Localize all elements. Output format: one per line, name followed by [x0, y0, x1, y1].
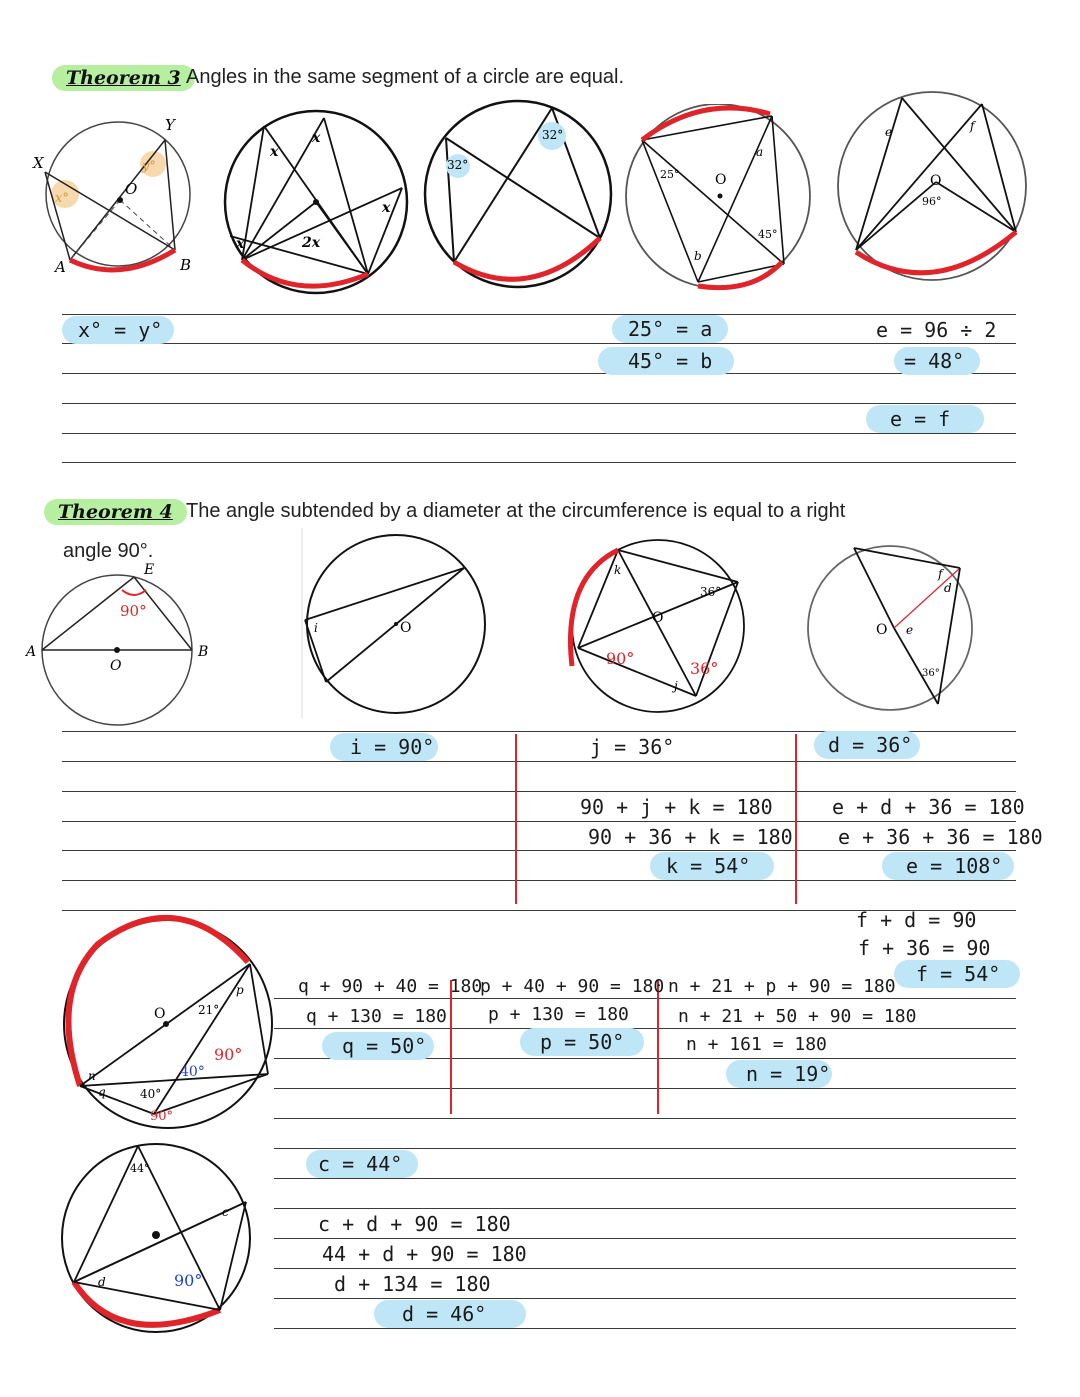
svg-text:x: x — [312, 130, 321, 146]
answer-b: 45° = b — [628, 349, 713, 373]
svg-text:25°: 25° — [660, 168, 680, 181]
svg-text:q: q — [98, 1085, 106, 1099]
answer-p-work-1: p + 40 + 90 = 180 — [480, 976, 665, 997]
answer-e-work-1: e + d + 36 = 180 — [832, 795, 1025, 819]
label-Y: Y — [165, 116, 175, 134]
svg-text:90°: 90° — [214, 1045, 243, 1064]
answer-d: d = 36° — [828, 733, 913, 757]
svg-text:96°: 96° — [922, 195, 942, 208]
answer-f-work-1: f + d = 90 — [856, 908, 977, 932]
svg-text:O: O — [652, 610, 664, 626]
svg-text:d: d — [944, 581, 952, 595]
svg-text:B: B — [198, 644, 209, 660]
label-B: B — [180, 256, 192, 274]
svg-text:45°: 45° — [758, 228, 778, 241]
theorem-3-diagram-1 — [25, 112, 205, 282]
answer-i: i = 90° — [350, 735, 435, 759]
answer-q-work-1: q + 90 + 40 = 180 — [298, 976, 483, 997]
svg-text:2x: 2x — [302, 235, 321, 251]
answer-q: q = 50° — [342, 1034, 427, 1058]
svg-text:32°: 32° — [447, 158, 469, 172]
svg-text:O: O — [110, 658, 122, 674]
svg-text:36°: 36° — [700, 585, 722, 599]
answer-k-work-2: 90 + 36 + k = 180 — [588, 825, 793, 849]
answer-d-work-3: d + 134 = 180 — [334, 1272, 491, 1296]
svg-text:e: e — [885, 125, 893, 139]
svg-text:90°: 90° — [150, 1109, 174, 1124]
svg-text:a: a — [756, 145, 764, 159]
answer-e-work-2: e + 36 + 36 = 180 — [838, 825, 1043, 849]
svg-text:36°: 36° — [690, 659, 719, 678]
svg-text:c: c — [222, 1205, 229, 1219]
answer-n-work-3: n + 161 = 180 — [686, 1034, 827, 1055]
theorem-4-statement-line-1: The angle subtended by a diameter at the circumference is equal to a right — [186, 500, 846, 522]
svg-text:O: O — [930, 173, 942, 189]
theorem-4-diagram-2 — [300, 528, 496, 722]
theorem-3-tag: Theorem 3 — [52, 65, 195, 91]
svg-text:x: x — [236, 236, 245, 252]
label-X: X — [33, 154, 44, 172]
svg-text:90°: 90° — [120, 602, 147, 620]
svg-text:90°: 90° — [174, 1271, 203, 1290]
svg-text:e: e — [906, 623, 914, 637]
svg-text:i: i — [314, 621, 318, 635]
svg-text:k: k — [614, 563, 622, 577]
angle-x: x° — [55, 191, 69, 206]
answer-f-work-2: f + 36 = 90 — [858, 936, 991, 960]
answer-k: k = 54° — [666, 854, 751, 878]
answer-e-work: e = 96 ÷ 2 — [876, 318, 997, 342]
svg-text:b: b — [694, 249, 702, 263]
answer-f: f = 54° — [916, 962, 1001, 986]
svg-text:40°: 40° — [140, 1087, 162, 1101]
svg-text:n: n — [88, 1069, 96, 1083]
svg-text:O: O — [715, 172, 727, 188]
theorem-3-diagram-4 — [622, 104, 822, 300]
theorem-4-diagram-3 — [562, 538, 752, 718]
answer-e-equals-f: e = f — [890, 407, 951, 431]
svg-text:p: p — [236, 983, 244, 997]
answer-d-work-1: c + d + 90 = 180 — [318, 1212, 511, 1236]
answer-c: c = 44° — [318, 1152, 403, 1176]
label-A: A — [55, 258, 66, 276]
theorem-3-diagram-2 — [216, 104, 416, 304]
answer-n: n = 19° — [746, 1062, 831, 1086]
theorem-3-diagram-3 — [418, 94, 618, 298]
theorem-4-diagram-5 — [58, 914, 274, 1130]
svg-text:f: f — [938, 567, 943, 581]
answer-q-work-2: q + 130 = 180 — [306, 1006, 447, 1027]
theorem-4-diagram-4 — [804, 536, 980, 720]
svg-text:O: O — [154, 1006, 166, 1022]
theorem-4-statement-line-2: angle 90°. — [63, 540, 154, 562]
svg-text:x: x — [382, 200, 391, 216]
theorem-3-diagram-5 — [832, 90, 1032, 290]
answer-d-46: d = 46° — [402, 1302, 487, 1326]
svg-text:21°: 21° — [198, 1003, 220, 1017]
answer-a: 25° = a — [628, 317, 713, 341]
svg-text:E: E — [144, 562, 155, 578]
theorem-3-statement: Angles in the same segment of a circle are equal. — [186, 66, 625, 88]
label-O: O — [125, 180, 138, 198]
svg-text:32°: 32° — [542, 128, 564, 142]
answer-p-work-2: p + 130 = 180 — [488, 1004, 629, 1025]
svg-text:90°: 90° — [606, 649, 635, 668]
theorem-4-tag: Theorem 4 — [44, 499, 187, 525]
svg-text:A: A — [26, 644, 37, 660]
angle-y: y° — [142, 159, 156, 174]
svg-text:40°: 40° — [180, 1064, 205, 1080]
theorem-4-diagram-6 — [58, 1140, 258, 1336]
answer-n-work-1: n + 21 + p + 90 = 180 — [668, 976, 896, 997]
answer-p: p = 50° — [540, 1030, 625, 1054]
svg-text:O: O — [876, 622, 888, 638]
svg-text:f: f — [970, 119, 975, 133]
svg-text:O: O — [400, 620, 412, 636]
svg-text:36°: 36° — [922, 668, 940, 679]
theorem-4-diagram-1 — [22, 560, 222, 730]
answer-d-work-2: 44 + d + 90 = 180 — [322, 1242, 527, 1266]
svg-text:44°: 44° — [130, 1162, 150, 1175]
answer-j: j = 36° — [590, 735, 675, 759]
svg-text:d: d — [98, 1275, 106, 1289]
svg-text:x: x — [270, 144, 279, 160]
svg-text:j: j — [674, 679, 678, 693]
answer-e-108: e = 108° — [906, 854, 1003, 878]
answer-e: = 48° — [904, 349, 965, 373]
answer-k-work-1: 90 + j + k = 180 — [580, 795, 773, 819]
answer-n-work-2: n + 21 + 50 + 90 = 180 — [678, 1006, 917, 1027]
answer-x-equals-y: x° = y° — [78, 318, 163, 342]
